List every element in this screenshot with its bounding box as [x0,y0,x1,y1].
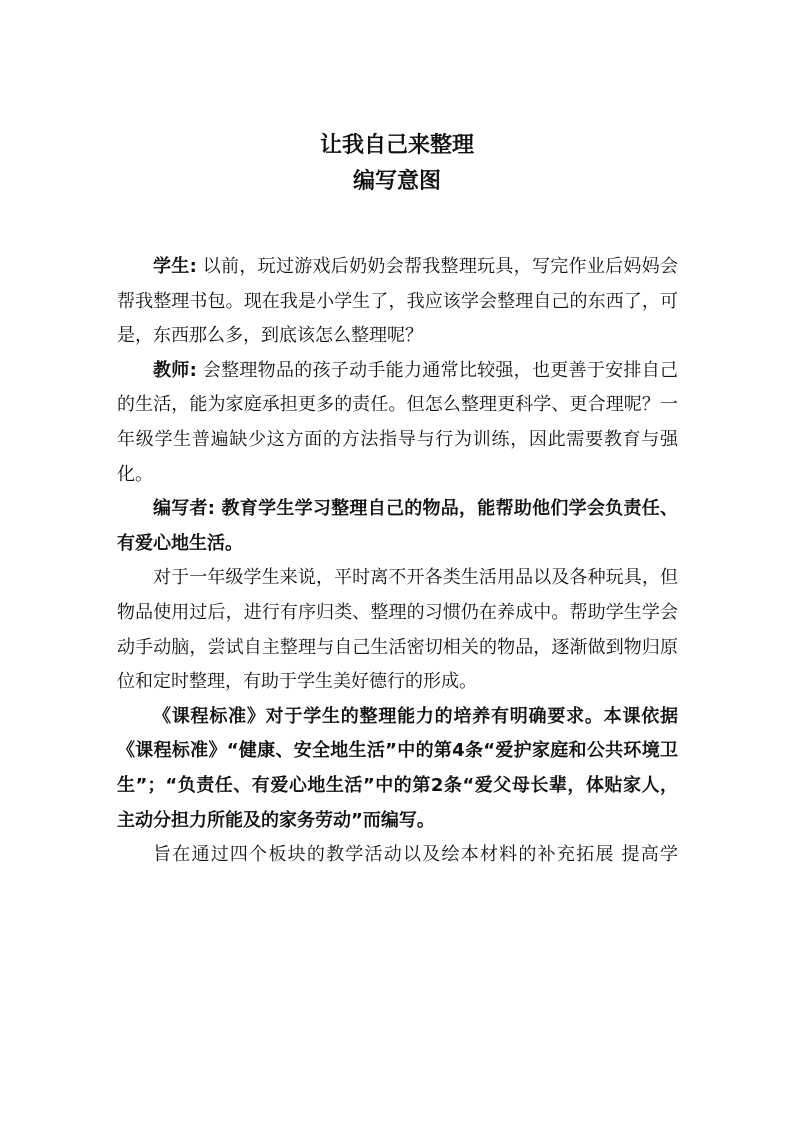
paragraph-teacher [117,354,678,492]
paragraph-text-student: 以前，玩过游戏后奶奶会帮我整理玩具，写完作业后妈妈会帮我整理书包。现在我是小学生了，我应该学会整理自己的东西了，可是，东西那么多，到底该怎么整理呢？ [117,256,678,347]
paragraph-aim: 旨在通过四个板块的教学活动以及绘本材料的补充拓展 提高学 [153,844,678,866]
paragraph-first-grade: 对于一年级学生来说，平时离不开各类生活用品以及各种玩具，但物品使用过后，进行有序归类、整理的习惯仍在养成中。帮助学生学会动手动脑，尝试自主整理与自己生活密切相关的物品，逐渐做到物归原位和定时整理，有助于学生美好德行的形成。 [117,567,678,693]
paragraph-label-student: 学生: [153,256,197,277]
title-block [0,127,794,199]
document-title: 让我自己来整理 [319,132,474,158]
document-subtitle: 编写意图 [352,168,441,194]
paragraph-student [117,250,678,354]
paragraph-curriculum-standard: 《课程标准》对于学生的整理能力的培养有明确要求。本课依据《课程标准》“健康、安全地生活”中的第4条“爱护家庭和公共环境卫生”；“负责任、有爱心地生活”中的第2条“爱父母长辈，体贴家人，主动分担力所能及的家务劳动”而编写。 [117,705,678,831]
paragraph-writer: 编写者: 教育学生学习整理自己的物品，能帮助他们学会负责任、有爱心地生活。 [117,498,678,554]
paragraph-label-teacher: 教师: [153,359,197,381]
document-body [117,250,678,873]
paragraph-text-teacher: 会整理物品的孩子动手能力通常比较强，也更善于安排自己的生活，能为家庭承担更多的责任。但怎么整理更科学、更合理呢？一年级学生普遍缺少这方面的方法指导与行为训练，因此需要教育与强化。 [117,359,678,485]
